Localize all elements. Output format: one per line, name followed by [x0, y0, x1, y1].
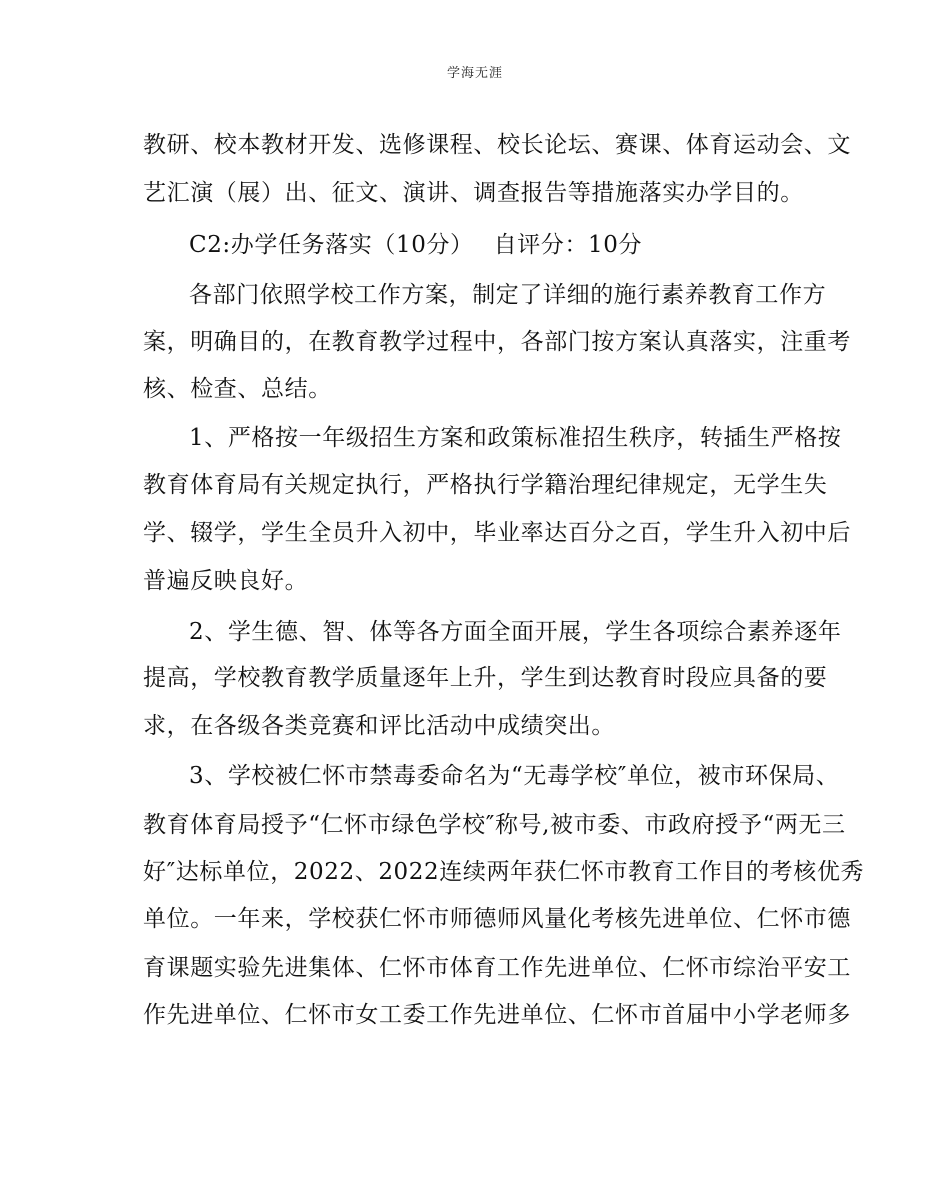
text-line: 作先进单位、仁怀市女工委工作先进单位、仁怀市首届中小学老师多 — [143, 1002, 851, 1028]
text-line: 各部门依照学校工作方案，制定了详细的施行素养教育工作方 — [189, 282, 827, 308]
text-line: 教研、校本教材开发、选修课程、校长论坛、赛课、体育运动会、文 — [143, 132, 851, 158]
section-heading: C2:办学任务落实（10分） 自评分：10分 — [189, 232, 643, 258]
text-line: 提高，学校教育教学质量逐年上升，学生到达教育时段应具备的要 — [143, 665, 828, 691]
text-line: 3、学校被仁怀市禁毒委命名为“无毒学校″单位，被市环保局、 — [189, 763, 840, 789]
text-line: 2、学生德、智、体等各方面全面开展，学生各项综合素养逐年 — [189, 619, 842, 645]
text-line: 艺汇演（展）出、征文、演讲、调查报告等措施落实办学目的。 — [143, 180, 804, 206]
text-line: 1、严格按一年级招生方案和政策标准招生秩序，转插生严格按 — [189, 425, 842, 451]
text-line: 教育体育局授予“仁怀市绿色学校″称号,被市委、市政府授予“两无三 — [143, 812, 846, 838]
text-line: 案，明确目的，在教育教学过程中，各部门按方案认真落实，注重考 — [143, 329, 851, 355]
text-line: 单位。一年来，学校获仁怀市师德师风量化考核先进单位、仁怀市德 — [143, 906, 851, 932]
text-line: 普遍反映良好。 — [143, 568, 309, 594]
text-line: 好″达标单位，2022、2022连续两年获仁怀市教育工作目的考核优秀 — [143, 859, 865, 885]
text-line: 学、辍学，学生全员升入初中，毕业率达百分之百，学生升入初中后 — [143, 520, 851, 546]
text-line: 育课题实验先进集体、仁怀市体育工作先进单位、仁怀市综治平安工 — [143, 955, 851, 981]
text-line: 核、检查、总结。 — [143, 376, 332, 402]
text-line: 求，在各级各类竞赛和评比活动中成绩突出。 — [143, 713, 615, 739]
text-line: 教育体育局有关规定执行，严格执行学籍治理纪律规定，无学生失 — [143, 472, 828, 498]
page-header: 学海无涯 — [446, 66, 503, 81]
